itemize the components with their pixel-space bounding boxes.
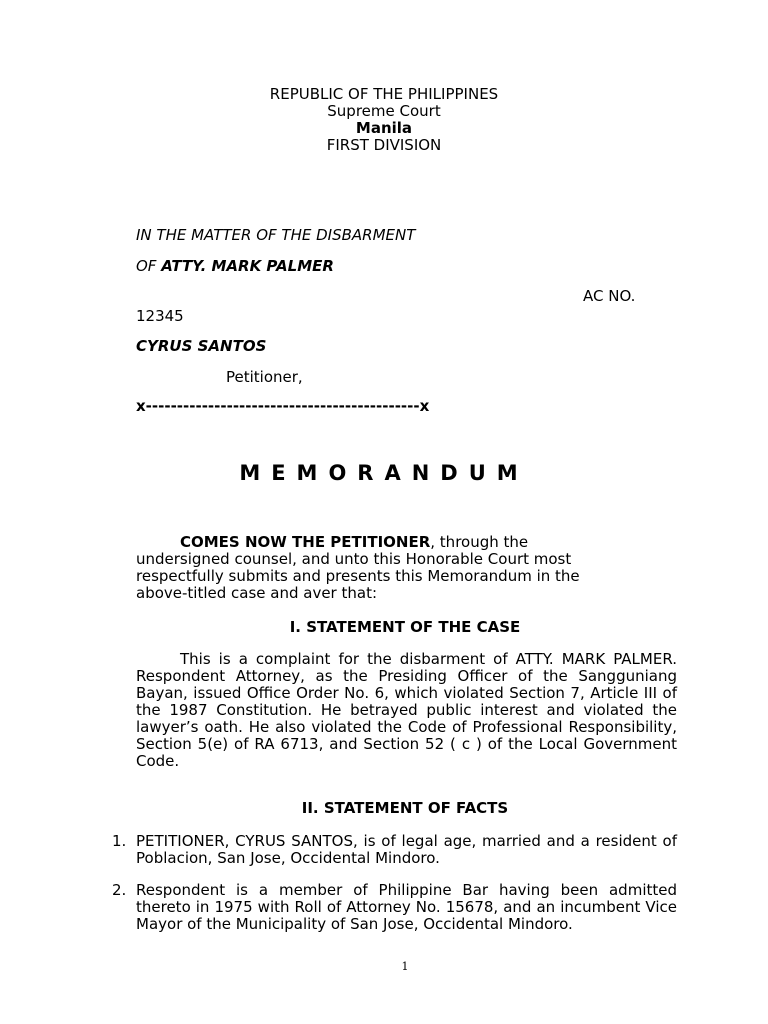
respondent-name: ATTY. MARK PALMER [161, 257, 334, 275]
intro-line-2: undersigned counsel, and unto this Honorable Court most [136, 550, 572, 568]
petitioner-label: Petitioner, [226, 368, 303, 386]
caption-of: OF [136, 257, 162, 275]
header-republic: REPUBLIC OF THE PHILIPPINES [269, 85, 499, 103]
intro-line-1 [136, 534, 677, 551]
petitioner-name: CYRUS SANTOS [136, 337, 267, 355]
list-item-text: Respondent is a member of Philippine Bar having been admitted thereto in 1975 with Roll of Attorney No. 15678, and an incumbent Vice Mayor of the Municipality of San Jose, Occidental Mindoro. [136, 881, 677, 933]
intro-line-1-rest: , through the [430, 533, 529, 551]
document-title: MEMORANDUM [239, 461, 529, 485]
header-court: Supreme Court [327, 102, 441, 120]
list-item-number: 2. [112, 881, 127, 899]
page-number: 1 [401, 960, 409, 973]
list-item-text: PETITIONER, CYRUS SANTOS, is of legal age, married and a resident of Poblacion, San Jose, Occidental Mindoro. [136, 832, 677, 867]
intro-bold-lead: COMES NOW THE PETITIONER [180, 533, 431, 551]
header-city: Manila [355, 119, 413, 137]
court-header [0, 86, 768, 154]
ac-number-value: 12345 [136, 307, 184, 325]
list-item-number: 1. [112, 832, 127, 850]
header-division: FIRST DIVISION [326, 136, 442, 154]
intro-line-4: above-titled case and aver that: [136, 584, 378, 602]
case-body: This is a complaint for the disbarment of ATTY. MARK PALMER. Respondent Attorney, as the Presiding Officer of the Sangguniang Bayan, issued Office Order No. 6, which violated Section 7, Article III of the 1987 Constitution. He betrayed public interest and violated the lawyer’s oath. He also violated the Code of Professional Responsibility, Section 5(e) of RA 6713, and Section 52 ( c ) of the Local Government Code. [136, 650, 677, 770]
section-heading-facts: II. STATEMENT OF FACTS [301, 799, 509, 817]
case-paragraph [136, 651, 677, 770]
caption-respondent-line [136, 257, 334, 275]
caption-separator: x--------------------------------------------x [136, 397, 430, 415]
caption-matter: IN THE MATTER OF THE DISBARMENT [136, 226, 416, 244]
intro-paragraph [136, 534, 677, 602]
ac-number-label: AC NO. [583, 287, 636, 305]
intro-line-3: respectfully submits and presents this Memorandum in the [136, 567, 580, 585]
section-heading-case: I. STATEMENT OF THE CASE [289, 618, 521, 636]
